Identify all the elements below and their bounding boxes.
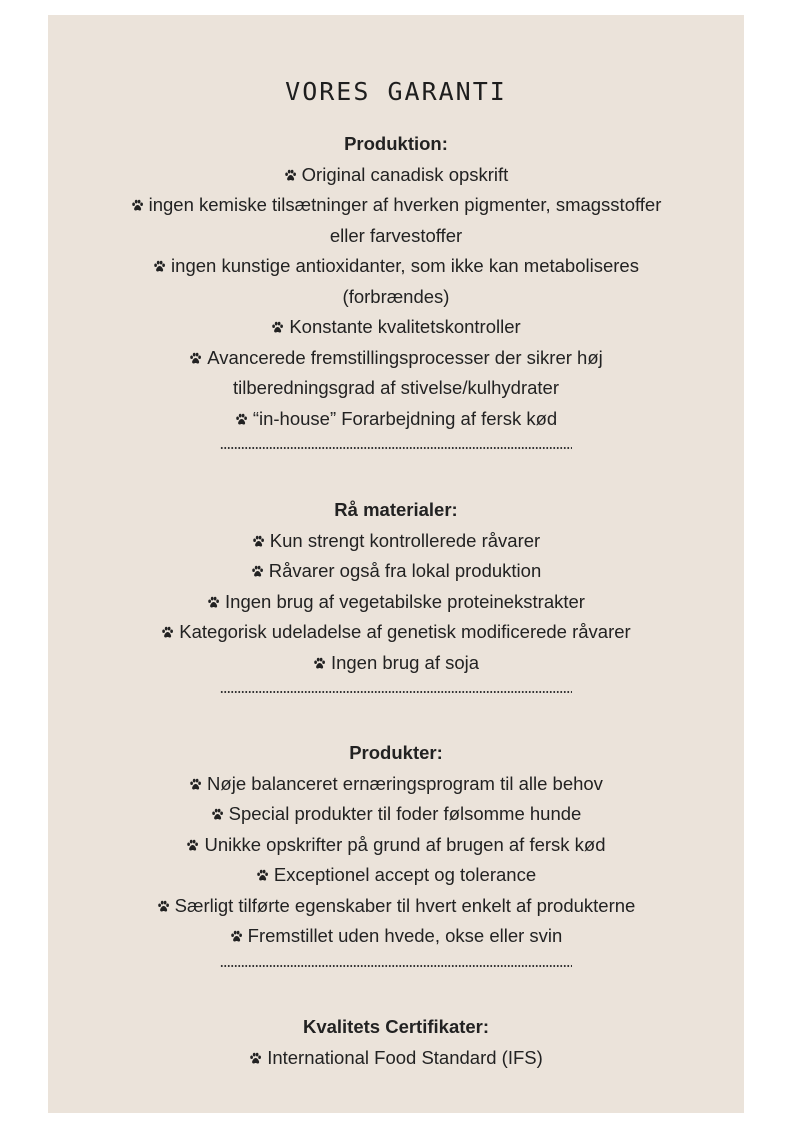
list-item	[116, 769, 676, 800]
dotted-divider	[220, 690, 572, 694]
item-text: Kun strengt kontrollerede råvarer	[269, 529, 541, 551]
list-item	[116, 343, 676, 404]
item-text: Nøje balanceret ernæringsprogram til alle behov	[207, 772, 603, 794]
list-item	[116, 799, 676, 830]
list-item	[116, 190, 676, 251]
list-item	[116, 891, 676, 922]
paw-icon	[256, 869, 269, 882]
item-text: International Food Standard (IFS)	[267, 1046, 543, 1068]
list-item	[116, 830, 676, 861]
item-text: Exceptionel accept og tolerance	[273, 864, 537, 885]
paw-icon	[271, 321, 284, 334]
list-item	[116, 160, 676, 191]
item-text: Special produkter til foder følsomme hunde	[228, 803, 582, 824]
list-item	[116, 587, 676, 618]
paw-icon	[211, 808, 224, 821]
item-text: Fremstillet uden hvede, okse eller svin	[247, 925, 563, 946]
dotted-divider	[220, 964, 572, 968]
list-item	[116, 1043, 676, 1074]
paw-icon	[251, 565, 264, 578]
item-text: Konstante kvalitetskontroller	[289, 316, 521, 337]
paw-icon	[207, 596, 220, 609]
item-text: Unikke opskrifter på grund af brugen af fersk kød	[204, 833, 606, 855]
item-text: Ingen brug af vegetabilske proteinekstrakter	[225, 590, 585, 612]
item-text: Råvarer også fra lokal produktion	[268, 560, 542, 581]
paw-icon	[153, 260, 166, 273]
section-kvalitets-certifikater	[48, 1012, 744, 1073]
list-item	[116, 312, 676, 343]
guarantee-card	[48, 15, 744, 1113]
paw-icon	[161, 626, 174, 639]
list-item	[116, 648, 676, 679]
list-item	[116, 860, 676, 891]
page-title: VORES GARANTI	[285, 77, 507, 106]
list-item	[116, 526, 676, 557]
item-text: ingen kemiske tilsætninger af hverken pigmenter, smagsstoffer eller farvestoffer	[148, 194, 662, 246]
item-text: Særligt tilførte egenskaber til hvert enkelt af produkterne	[174, 894, 636, 916]
item-text: Original canadisk opskrift	[301, 163, 509, 185]
section-heading: Kvalitets Certifikater:	[302, 1016, 490, 1037]
paw-icon	[157, 900, 170, 913]
list-item	[116, 251, 676, 312]
paw-icon	[284, 169, 297, 182]
list-item	[116, 617, 676, 648]
paw-icon	[189, 352, 202, 365]
section-raa-materialer	[48, 495, 744, 694]
section-heading: Produktion:	[344, 133, 448, 154]
item-text: “in-house” Forarbejdning af fersk kød	[252, 407, 558, 429]
item-text: ingen kunstige antioxidanter, som ikke kan metaboliseres (forbrændes)	[171, 255, 639, 307]
item-list	[116, 769, 676, 952]
paw-icon	[252, 535, 265, 548]
paw-icon	[313, 657, 326, 670]
item-list	[116, 1043, 676, 1074]
list-item	[116, 556, 676, 587]
list-item	[116, 921, 676, 952]
section-heading: Produkter:	[349, 742, 443, 763]
item-text: Avancerede fremstillingsprocesser der sikrer høj tilberedningsgrad af stivelse/kulhydrater	[207, 346, 603, 398]
paw-icon	[235, 413, 248, 426]
item-text: Ingen brug af soja	[330, 651, 480, 673]
section-heading: Rå materialer:	[334, 499, 458, 520]
item-text: Kategorisk udeladelse af genetisk modificerede råvarer	[179, 621, 631, 642]
paw-icon	[189, 778, 202, 791]
item-list	[116, 160, 676, 435]
section-produkter	[48, 738, 744, 968]
dotted-divider	[220, 446, 572, 450]
list-item	[116, 404, 676, 435]
paw-icon	[186, 839, 199, 852]
item-list	[116, 526, 676, 679]
paw-icon	[131, 199, 144, 212]
paw-icon	[249, 1052, 262, 1065]
paw-icon	[230, 930, 243, 943]
section-produktion	[48, 129, 744, 450]
